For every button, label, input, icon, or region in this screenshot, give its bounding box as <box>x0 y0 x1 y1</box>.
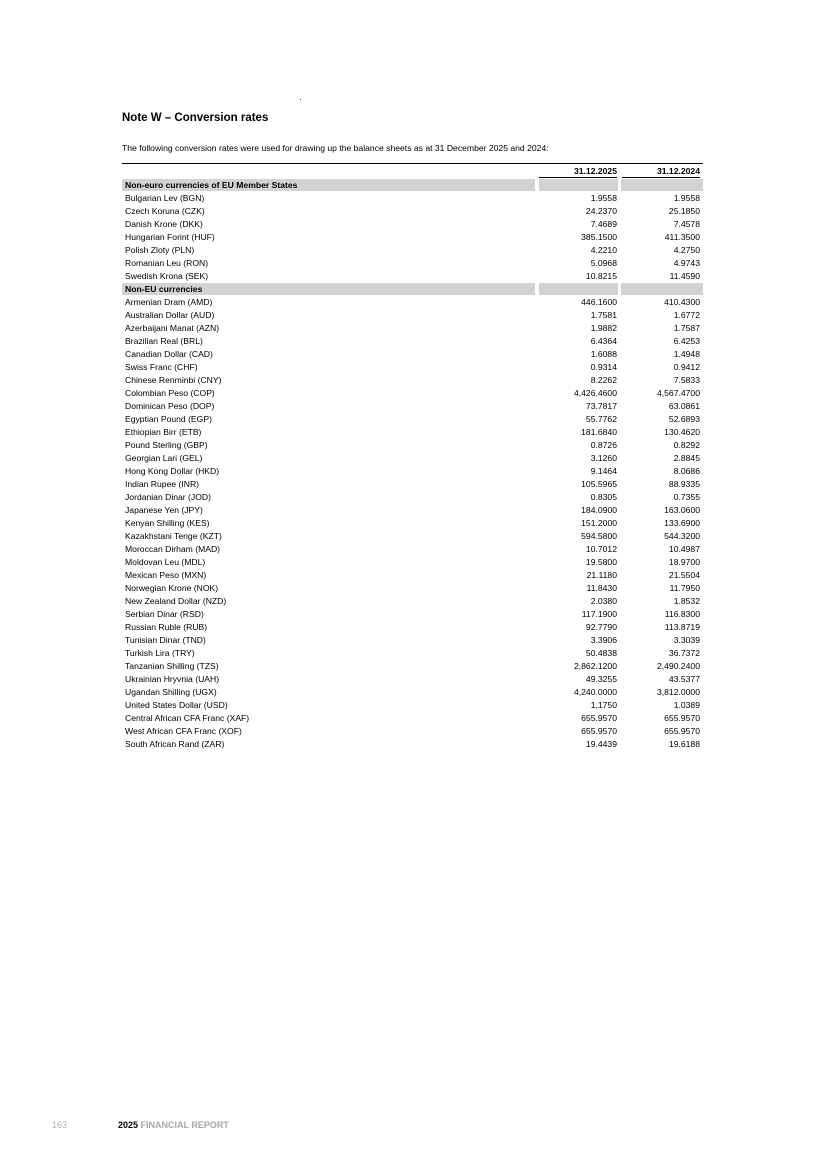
table-row <box>122 452 703 465</box>
currency-name: Jordanian Dinar (JOD) <box>125 492 211 502</box>
rate-2025: 49.3255 <box>585 674 617 684</box>
rate-2025: 21.1180 <box>586 570 617 580</box>
currency-name: Kazakhstani Tenge (KZT) <box>125 531 222 541</box>
rate-2025: 10.8215 <box>585 271 617 281</box>
currency-name: Swiss Franc (CHF) <box>125 362 198 372</box>
section-shading <box>539 179 618 191</box>
table-row <box>122 322 703 335</box>
rate-2024: 411.3500 <box>664 232 700 242</box>
column-header-2024: 31.12.2024 <box>622 165 700 178</box>
currency-name: Australian Dollar (AUD) <box>125 310 215 320</box>
rate-2025: 11.8430 <box>586 583 617 593</box>
report-year: 2025 <box>118 1120 139 1130</box>
table-row <box>122 725 703 738</box>
currency-name: Danish Krone (DKK) <box>125 219 203 229</box>
rate-2024: 11.4590 <box>669 271 700 281</box>
rate-2025: 1.1750 <box>590 700 617 710</box>
rate-2025: 0.8305 <box>590 492 617 502</box>
table-row <box>122 608 703 621</box>
rate-2024: 11.7950 <box>669 583 700 593</box>
table-row <box>122 660 703 673</box>
currency-name: Colombian Peso (COP) <box>125 388 215 398</box>
currency-name: Brazilian Real (BRL) <box>125 336 203 346</box>
section-header <box>122 283 703 295</box>
rate-2025: 2,862.1200 <box>573 661 617 671</box>
note-heading: Note W – Conversion rates <box>122 112 269 124</box>
section-title: Non-euro currencies of EU Member States <box>125 180 298 190</box>
currency-name: Ethiopian Birr (ETB) <box>125 427 202 437</box>
table-row <box>122 478 703 491</box>
rate-2025: 6.4364 <box>590 336 617 346</box>
table-row <box>122 270 703 283</box>
table-body <box>122 179 703 751</box>
rate-2025: 594.5800 <box>581 531 617 541</box>
currency-name: Central African CFA Franc (XAF) <box>125 713 250 723</box>
rate-2024: 1.6772 <box>673 310 700 320</box>
table-row <box>122 582 703 595</box>
rate-2024: 7.5833 <box>673 375 700 385</box>
rate-2024: 4,567.4700 <box>656 388 700 398</box>
rate-2024: 133.6900 <box>664 518 700 528</box>
table-row <box>122 218 703 231</box>
table-row <box>122 231 703 244</box>
rate-2024: 1.7587 <box>673 323 700 333</box>
currency-name: Czech Koruna (CZK) <box>125 206 205 216</box>
rate-2025: 4,426.4600 <box>573 388 617 398</box>
currency-name: Kenyan Shilling (KES) <box>125 518 210 528</box>
rate-2024: 52.6893 <box>668 414 700 424</box>
table-row <box>122 647 703 660</box>
table-row <box>122 621 703 634</box>
rate-2025: 10.7012 <box>585 544 617 554</box>
rate-2024: 7.4578 <box>673 219 700 229</box>
rate-2024: 3.3039 <box>673 635 700 645</box>
rate-2024: 43.5377 <box>668 674 700 684</box>
rate-2024: 410.4300 <box>664 297 700 307</box>
rate-2024: 1.0389 <box>673 700 700 710</box>
table-row <box>122 517 703 530</box>
table-row <box>122 374 703 387</box>
section-shading <box>621 179 703 191</box>
rate-2024: 544.3200 <box>664 531 700 541</box>
currency-name: Pound Sterling (GBP) <box>125 440 208 450</box>
table-row <box>122 673 703 686</box>
currency-name: Mexican Peso (MXN) <box>125 570 207 580</box>
rate-2025: 4,240.0000 <box>573 687 617 697</box>
rate-2024: 655.9570 <box>664 726 700 736</box>
rate-2025: 1.6088 <box>590 349 617 359</box>
table-row <box>122 491 703 504</box>
currency-name: Tunisian Dinar (TND) <box>125 635 206 645</box>
rate-2024: 18.9700 <box>668 557 700 567</box>
rate-2025: 105.5965 <box>581 479 617 489</box>
table-row <box>122 335 703 348</box>
table-row <box>122 309 703 322</box>
table-row <box>122 192 703 205</box>
currency-name: Moroccan Dirham (MAD) <box>125 544 221 554</box>
currency-name: Ukrainian Hryvnia (UAH) <box>125 674 220 684</box>
rate-2025: 19.5800 <box>585 557 617 567</box>
rate-2025: 24.2370 <box>585 206 617 216</box>
rate-2025: 92.7790 <box>585 622 617 632</box>
table-row <box>122 543 703 556</box>
currency-name: Norwegian Krone (NOK) <box>125 583 219 593</box>
table-row <box>122 205 703 218</box>
currency-name: Swedish Krona (SEK) <box>125 271 209 281</box>
rate-2024: 2.8845 <box>673 453 700 463</box>
currency-name: Bulgarian Lev (BGN) <box>125 193 205 203</box>
table-row <box>122 361 703 374</box>
conversion-rates-table <box>122 163 703 751</box>
section-shading <box>621 283 703 295</box>
rate-2025: 2.0380 <box>590 596 617 606</box>
rate-2024: 163.0600 <box>664 505 700 515</box>
rate-2024: 655.9570 <box>664 713 700 723</box>
rate-2025: 0.8726 <box>590 440 617 450</box>
table-row <box>122 348 703 361</box>
currency-name: Georgian Lari (GEL) <box>125 453 203 463</box>
currency-name: Armenian Dram (AMD) <box>125 297 213 307</box>
rate-2025: 181.6840 <box>581 427 617 437</box>
rate-2025: 19.4439 <box>585 739 617 749</box>
table-row <box>122 738 703 751</box>
table-row <box>122 439 703 452</box>
table-header <box>122 163 703 179</box>
section-header <box>122 179 703 191</box>
currency-name: Turkish Lira (TRY) <box>125 648 195 658</box>
currency-name: Ugandan Shilling (UGX) <box>125 687 217 697</box>
rate-2025: 8.2262 <box>590 375 617 385</box>
table-row <box>122 569 703 582</box>
rate-2025: 655.9570 <box>581 713 617 723</box>
rate-2024: 1.4948 <box>673 349 700 359</box>
rate-2025: 5.0968 <box>590 258 617 268</box>
rate-2025: 151.2000 <box>581 518 617 528</box>
rate-2024: 21.5504 <box>668 570 700 580</box>
table-row <box>122 686 703 699</box>
table-row <box>122 400 703 413</box>
rate-2025: 1.9882 <box>590 323 617 333</box>
rate-2025: 117.1900 <box>581 609 617 619</box>
rate-2024: 10.4987 <box>668 544 700 554</box>
currency-name: West African CFA Franc (XOF) <box>125 726 242 736</box>
table-row <box>122 426 703 439</box>
table-row <box>122 413 703 426</box>
rate-2025: 184.0900 <box>581 505 617 515</box>
rate-2024: 130.4620 <box>664 427 700 437</box>
currency-name: New Zealand Dollar (NZD) <box>125 596 227 606</box>
rate-2024: 4.2750 <box>673 245 700 255</box>
stray-dot-mark <box>300 99 301 100</box>
rate-2024: 19.6188 <box>668 739 700 749</box>
currency-name: United States Dollar (USD) <box>125 700 228 710</box>
rate-2024: 63.0861 <box>668 401 700 411</box>
table-row <box>122 244 703 257</box>
rate-2025: 7.4689 <box>590 219 617 229</box>
rate-2025: 50.4838 <box>585 648 617 658</box>
currency-name: Hungarian Forint (HUF) <box>125 232 215 242</box>
currency-name: Moldovan Leu (MDL) <box>125 557 206 567</box>
rate-2025: 3.3906 <box>590 635 617 645</box>
rate-2025: 0.9314 <box>590 362 617 372</box>
rate-2025: 9.1464 <box>590 466 617 476</box>
table-row <box>122 296 703 309</box>
rate-2025: 4.2210 <box>590 245 617 255</box>
table-row <box>122 595 703 608</box>
table-row <box>122 634 703 647</box>
page-number: 163 <box>52 1120 68 1130</box>
section-shading <box>539 283 618 295</box>
table-row <box>122 257 703 270</box>
currency-name: Japanese Yen (JPY) <box>125 505 203 515</box>
rate-2025: 1.7581 <box>590 310 617 320</box>
currency-name: South African Rand (ZAR) <box>125 739 225 749</box>
rate-2024: 1.8532 <box>673 596 700 606</box>
rate-2024: 113.8719 <box>664 622 700 632</box>
rate-2025: 1.9558 <box>590 193 617 203</box>
rate-2025: 385.1500 <box>581 232 617 242</box>
rate-2025: 655.9570 <box>581 726 617 736</box>
table-row <box>122 530 703 543</box>
currency-name: Dominican Peso (DOP) <box>125 401 215 411</box>
rate-2024: 3,812.0000 <box>656 687 700 697</box>
table-row <box>122 465 703 478</box>
rate-2024: 0.7355 <box>673 492 700 502</box>
rate-2024: 2,490.2400 <box>656 661 700 671</box>
currency-name: Egyptian Pound (EGP) <box>125 414 212 424</box>
table-row <box>122 387 703 400</box>
rate-2024: 0.9412 <box>673 362 700 372</box>
rate-2025: 446.1600 <box>581 297 617 307</box>
table-row <box>122 699 703 712</box>
currency-name: Tanzanian Shilling (TZS) <box>125 661 219 671</box>
table-row <box>122 504 703 517</box>
currency-name: Polish Zloty (PLN) <box>125 245 195 255</box>
rate-2024: 6.4253 <box>673 336 700 346</box>
currency-name: Russian Ruble (RUB) <box>125 622 208 632</box>
currency-name: Romanian Leu (RON) <box>125 258 209 268</box>
currency-name: Azerbaijani Manat (AZN) <box>125 323 220 333</box>
rate-2024: 116.8300 <box>664 609 700 619</box>
section-title: Non-EU currencies <box>125 284 203 294</box>
currency-name: Chinese Renminbi (CNY) <box>125 375 222 385</box>
currency-name: Indian Rupee (INR) <box>125 479 200 489</box>
intro-text: The following conversion rates were used for drawing up the balance sheets as at 31 December 2025 and 2024: <box>122 143 549 153</box>
report-label: FINANCIAL REPORT <box>140 1120 229 1130</box>
currency-name: Canadian Dollar (CAD) <box>125 349 213 359</box>
rate-2025: 73.7817 <box>585 401 617 411</box>
table-row <box>122 712 703 725</box>
rate-2024: 0.8292 <box>673 440 700 450</box>
report-brand <box>118 1120 229 1130</box>
rate-2024: 8.0686 <box>673 466 700 476</box>
rate-2025: 3.1260 <box>590 453 617 463</box>
rate-2024: 1.9558 <box>673 193 700 203</box>
rate-2024: 36.7372 <box>668 648 700 658</box>
rate-2024: 88.9335 <box>668 479 700 489</box>
currency-name: Hong Kong Dollar (HKD) <box>125 466 220 476</box>
column-header-2025: 31.12.2025 <box>539 165 617 178</box>
rate-2024: 25.1850 <box>668 206 700 216</box>
table-row <box>122 556 703 569</box>
currency-name: Serbian Dinar (RSD) <box>125 609 204 619</box>
rate-2025: 55.7762 <box>585 414 617 424</box>
rate-2024: 4.9743 <box>673 258 700 268</box>
